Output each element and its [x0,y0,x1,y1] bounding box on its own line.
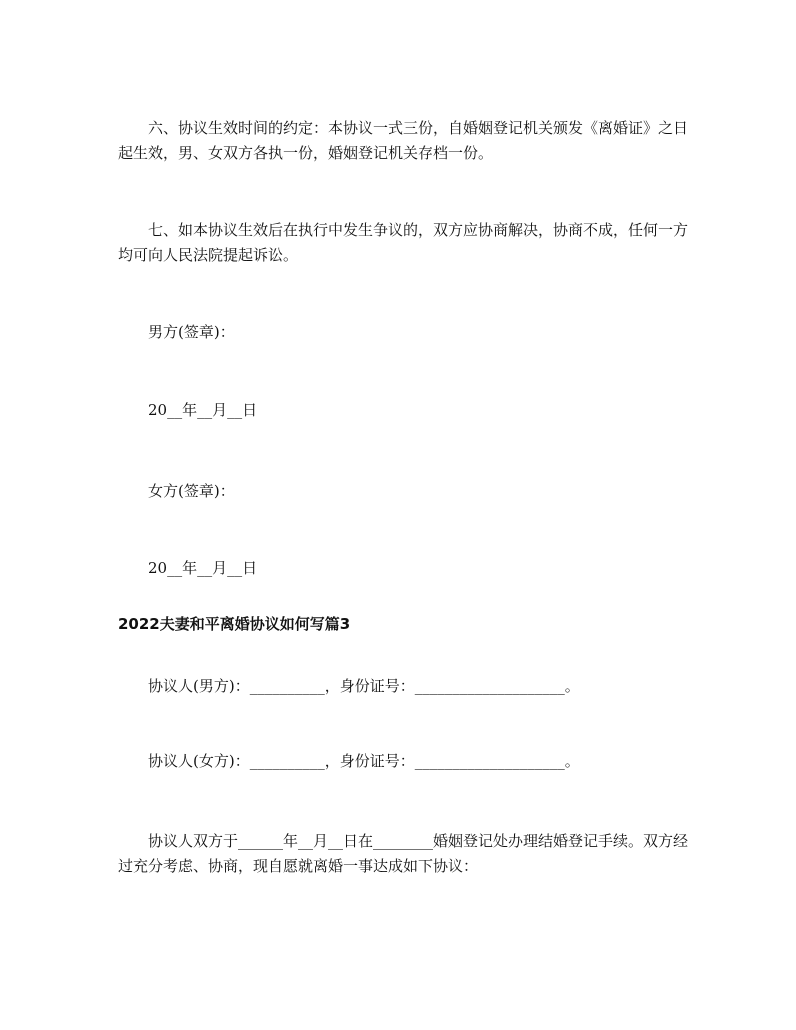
section-heading: 2022夫妻和平离婚协议如何写篇3 [118,615,351,633]
party-male-line: 协议人(男方)：__________，身份证号：____________________。 [148,677,580,695]
male-signature-line: 男方(签章)： [148,323,235,341]
female-signature-line: 女方(签章)： [148,482,235,500]
clause-seven: 七、如本协议生效后在执行中发生争议的，双方应协商解决，协商不成，任何一方均可向人民法院提起诉讼。 [118,221,689,264]
male-date-line: 20__年__月__日 [148,401,258,419]
female-date-line: 20__年__月__日 [148,559,258,577]
clause-six: 六、协议生效时间的约定：本协议一式三份，自婚姻登记机关颁发《离婚证》之日起生效，男、女双方各执一份，婚姻登记机关存档一份。 [118,119,689,162]
party-female-line: 协议人(女方)：__________，身份证号：____________________。 [148,752,580,770]
marriage-registration-paragraph: 协议人双方于______年__月__日在________婚姻登记处办理结婚登记手续。双方经过充分考虑、协商，现自愿就离婚一事达成如下协议： [118,832,689,875]
